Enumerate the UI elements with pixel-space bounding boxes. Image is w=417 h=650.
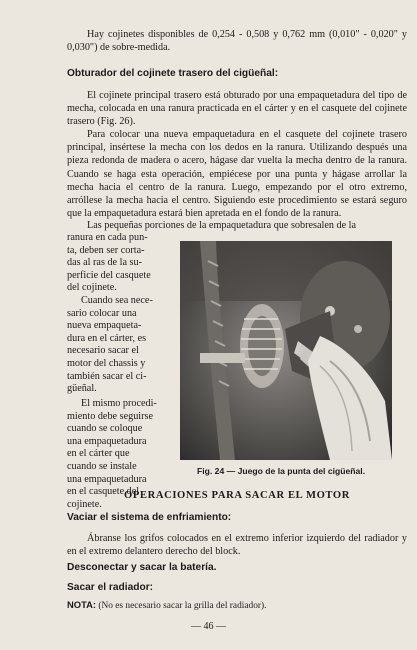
column-line: dura en el cárter, es (67, 332, 147, 344)
paragraph-drain-cocks: Ábranse los grifos colocados en el extremo inferior izquierdo del radiador y en el extremo delantero derecho del block. (67, 533, 407, 558)
column-line: en el cárter que (67, 448, 130, 460)
figure-caption: Fig. 24 — Juego de la punta del cigüeñal. (197, 466, 366, 476)
column-line: cuando se instale (67, 460, 137, 472)
note-paragraph (67, 598, 407, 613)
column-text-crankcase (67, 295, 177, 396)
main-heading-remove-engine: OPERACIONES PARA SACAR EL MOTOR (124, 490, 350, 501)
intro-paragraph: Hay cojinetes disponibles de 0,254 - 0,508 y 0,762 mm (0,010" - 0,020" y 0,030") de sobre-medida. (67, 29, 407, 54)
column-line: una empaquetadura (67, 435, 147, 447)
column-line: güeñal. (67, 383, 97, 395)
column-line: motor del chassis y (67, 357, 146, 369)
paragraph-trim-lead: Las pequeñas porciones de la empaquetadura que sobresalen de la (87, 220, 357, 231)
column-line: El mismo procedi- (81, 398, 157, 409)
section-heading-battery: Desconectar y sacar la batería. (67, 562, 217, 573)
section-heading-rear-seal: Obturador del cojinete trasero del cigüeñal: (67, 68, 279, 79)
column-line: ta, deben ser corta- (67, 244, 145, 256)
note-text: (No es necesario sacar la grilla del radiador). (98, 601, 267, 611)
section-heading-radiator: Sacar el radiador: (67, 582, 154, 593)
column-text-trim (67, 232, 177, 295)
column-line: miento debe seguirse (67, 410, 154, 422)
column-line: en el casquete del (67, 486, 140, 498)
column-line: cuando se coloque (67, 423, 143, 435)
note-label: NOTA: (67, 599, 96, 610)
column-line: necesario sacar el (67, 345, 139, 357)
page-number: — 46 — (191, 621, 226, 632)
column-line: también sacar el ci- (67, 370, 147, 382)
column-line: cojinete. (67, 498, 102, 510)
column-line: nueva empaqueta- (67, 320, 142, 332)
paragraph-install-seal: Para colocar una nueva empaquetadura en el casquete del cojinete trasero principal, insértese la mecha con los dedos en la ranura. Utilizando después una pieza redonda de madera o acero, hágase dar vuelta la mecha dentro de la ranura. Cuando se haga esta operación, empiécese por una punta y hágase arrollar la mecha hacia el centro de la ranura. Luego, empezando por el otro extremo, arróllese la mecha hacia el centro. Siguiendo este procedimiento se estará seguro que la empaquetadura estará bien apretada en el fondo de la ranura. (67, 129, 407, 220)
column-line: perficie del casquete (67, 269, 151, 281)
section-heading-cooling: Vaciar el sistema de enfriamiento: (67, 512, 232, 523)
crankshaft-end-play-photo (180, 241, 392, 460)
column-line: Cuando sea nece- (81, 295, 153, 306)
column-line: sario colocar una (67, 307, 137, 319)
paragraph-rear-bearing: El cojinete principal trasero está obturado por una empaquetadura del tipo de mecha, colocada en una ranura practicada en el cárter y en el casquete del cojinete trasero (Fig. 26). (67, 90, 407, 128)
column-line: del cojinete. (67, 282, 117, 294)
column-line: una empaquetadura (67, 473, 147, 485)
column-line: das al ras de la su- (67, 257, 142, 269)
column-line: ranura en cada pun- (67, 232, 148, 243)
